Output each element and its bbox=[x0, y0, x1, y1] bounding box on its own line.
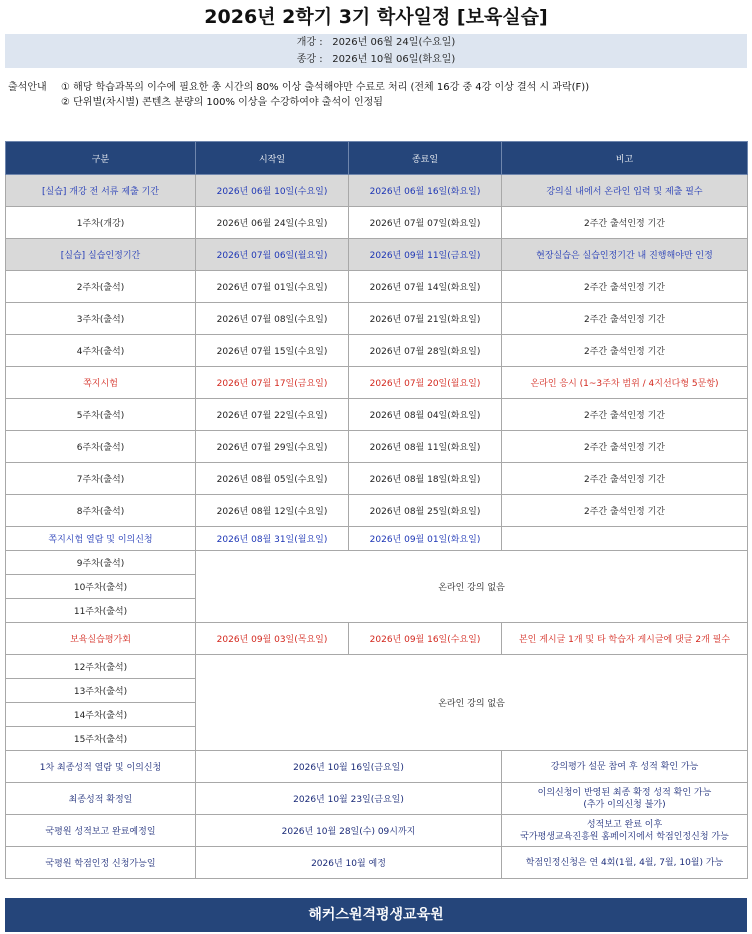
table-cell: 2026년 07월 01일(수요일) bbox=[196, 271, 349, 303]
table-cell bbox=[502, 783, 748, 815]
table-cell: 본인 게시글 1개 및 타 학습자 게시글에 댓글 2개 필수 bbox=[502, 623, 748, 655]
table-cell: 2026년 09월 03일(목요일) bbox=[196, 623, 349, 655]
table-row bbox=[6, 303, 748, 335]
table-cell: 1주차(개강) bbox=[6, 207, 196, 239]
table-cell: 2026년 07월 29일(수요일) bbox=[196, 431, 349, 463]
table-row bbox=[6, 367, 748, 399]
table-cell: 2주간 출석인정 기간 bbox=[502, 271, 748, 303]
table-cell: 2026년 08월 18일(화요일) bbox=[349, 463, 502, 495]
table-row bbox=[6, 495, 748, 527]
column-header: 구분 bbox=[6, 142, 196, 175]
table-cell: 2026년 09월 01일(화요일) bbox=[349, 527, 502, 551]
table-cell: 2주간 출석인정 기간 bbox=[502, 495, 748, 527]
table-cell: 2026년 07월 20일(월요일) bbox=[349, 367, 502, 399]
close-label: 종강 bbox=[296, 54, 317, 65]
footer-banner: 해커스원격평생교육원 bbox=[5, 898, 747, 932]
table-cell: 11주차(출석) bbox=[6, 599, 196, 623]
table-cell: 2026년 07월 15일(수요일) bbox=[196, 335, 349, 367]
table-cell: 2026년 08월 05일(수요일) bbox=[196, 463, 349, 495]
no-lecture-note: 온라인 강의 없음 bbox=[196, 551, 748, 623]
table-cell: 2026년 09월 16일(수요일) bbox=[349, 623, 502, 655]
table-cell: 2주간 출석인정 기간 bbox=[502, 335, 748, 367]
table-row bbox=[6, 815, 748, 847]
period-box bbox=[5, 34, 747, 68]
table-cell: 2주간 출석인정 기간 bbox=[502, 431, 748, 463]
table-cell: 온라인 응시 (1~3주차 범위 / 4지선다형 5문항) bbox=[502, 367, 748, 399]
table-cell: 10주차(출석) bbox=[6, 575, 196, 599]
table-cell: 국평원 성적보고 완료예정일 bbox=[6, 815, 196, 847]
table-header-row bbox=[6, 142, 748, 175]
table-cell: 14주차(출석) bbox=[6, 703, 196, 727]
column-header: 시작일 bbox=[196, 142, 349, 175]
table-cell: 2026년 07월 21일(화요일) bbox=[349, 303, 502, 335]
table-cell: 2026년 09월 11일(금요일) bbox=[349, 239, 502, 271]
column-header: 비고 bbox=[502, 142, 748, 175]
table-cell: 4주차(출석) bbox=[6, 335, 196, 367]
table-cell: 3주차(출석) bbox=[6, 303, 196, 335]
note-line: 성적보고 완료 이후 bbox=[586, 819, 663, 830]
table-cell: 2주간 출석인정 기간 bbox=[502, 399, 748, 431]
table-cell: 2026년 07월 14일(화요일) bbox=[349, 271, 502, 303]
column-header: 종료일 bbox=[349, 142, 502, 175]
table-cell: 2주간 출석인정 기간 bbox=[502, 207, 748, 239]
table-cell: 2026년 06월 16일(화요일) bbox=[349, 175, 502, 207]
table-cell: 7주차(출석) bbox=[6, 463, 196, 495]
table-row bbox=[6, 527, 748, 551]
table-cell: 2026년 08월 25일(화요일) bbox=[349, 495, 502, 527]
table-cell: 5주차(출석) bbox=[6, 399, 196, 431]
table-cell bbox=[502, 751, 748, 783]
table-cell: 1차 최종성적 열람 및 이의신청 bbox=[6, 751, 196, 783]
table-row bbox=[6, 463, 748, 495]
table-cell: 2026년 06월 24일(수요일) bbox=[196, 207, 349, 239]
table-cell bbox=[502, 527, 748, 551]
table-row bbox=[6, 847, 748, 879]
table-cell: 강의실 내에서 온라인 입력 및 제출 필수 bbox=[502, 175, 748, 207]
notice-item: ① 해당 학습과목의 이수에 필요한 총 시간의 80% 이상 출석해야만 수료로 처리 (전체 16강 중 4강 이상 결석 시 과락(F)) bbox=[61, 82, 590, 93]
open-value: 2026년 06월 24일(수요일) bbox=[332, 37, 456, 48]
table-row bbox=[6, 751, 748, 783]
notice-label: 출석안내 bbox=[8, 82, 47, 93]
schedule-table bbox=[5, 141, 748, 879]
close-date-row: 종강 : 2026년 10월 06일(화요일) bbox=[296, 54, 456, 65]
table-cell bbox=[502, 847, 748, 879]
note-line: 강의평가 설문 참여 후 성적 확인 가능 bbox=[550, 761, 699, 772]
no-lecture-note: 온라인 강의 없음 bbox=[196, 655, 748, 751]
table-cell: 2026년 08월 11일(화요일) bbox=[349, 431, 502, 463]
table-cell: 2026년 07월 22일(수요일) bbox=[196, 399, 349, 431]
table-row bbox=[6, 239, 748, 271]
notice-item: ② 단위별(차시별) 콘텐츠 분량의 100% 이상을 수강하여야 출석이 인정됨 bbox=[61, 97, 383, 108]
table-row bbox=[6, 271, 748, 303]
table-cell: 13주차(출석) bbox=[6, 679, 196, 703]
table-cell: 보육실습평가회 bbox=[6, 623, 196, 655]
table-row bbox=[6, 783, 748, 815]
table-cell: 9주차(출석) bbox=[6, 551, 196, 575]
table-cell: 12주차(출석) bbox=[6, 655, 196, 679]
table-cell: 2주간 출석인정 기간 bbox=[502, 303, 748, 335]
table-cell: 2026년 10월 28일(수) 09시까지 bbox=[196, 815, 502, 847]
table-cell: 2026년 08월 12일(수요일) bbox=[196, 495, 349, 527]
table-row bbox=[6, 431, 748, 463]
table-cell: 2026년 10월 16일(금요일) bbox=[196, 751, 502, 783]
open-label: 개강 bbox=[296, 37, 317, 48]
close-value: 2026년 10월 06일(화요일) bbox=[332, 54, 456, 65]
table-cell: 쪽지시험 열람 및 이의신청 bbox=[6, 527, 196, 551]
table-cell: 2026년 07월 07일(화요일) bbox=[349, 207, 502, 239]
table-cell: 2026년 08월 04일(화요일) bbox=[349, 399, 502, 431]
table-cell: 쪽지시험 bbox=[6, 367, 196, 399]
table-row bbox=[6, 207, 748, 239]
table-cell: 2주간 출석인정 기간 bbox=[502, 463, 748, 495]
table-cell: 2026년 08월 31일(월요일) bbox=[196, 527, 349, 551]
table-cell: 국평원 학점인정 신청가능일 bbox=[6, 847, 196, 879]
table-row bbox=[6, 551, 748, 575]
table-cell: 2026년 07월 06일(월요일) bbox=[196, 239, 349, 271]
table-cell: 2026년 07월 28일(화요일) bbox=[349, 335, 502, 367]
table-cell: 2026년 10월 예정 bbox=[196, 847, 502, 879]
table-cell: 8주차(출석) bbox=[6, 495, 196, 527]
note-line: 학점인정신청은 연 4회(1월, 4월, 7월, 10월) 가능 bbox=[525, 857, 724, 868]
note-line: 이의신청이 반영된 최종 확정 성적 확인 가능 bbox=[537, 787, 712, 798]
table-cell: 최종성적 확정일 bbox=[6, 783, 196, 815]
table-cell: 6주차(출석) bbox=[6, 431, 196, 463]
table-row bbox=[6, 175, 748, 207]
table-row bbox=[6, 399, 748, 431]
table-cell: 2026년 07월 17일(금요일) bbox=[196, 367, 349, 399]
table-cell: [실습] 개강 전 서류 제출 기간 bbox=[6, 175, 196, 207]
table-row bbox=[6, 335, 748, 367]
table-cell: [실습] 실습인정기간 bbox=[6, 239, 196, 271]
table-cell: 현장실습은 실습인정기간 내 진행해야만 인정 bbox=[502, 239, 748, 271]
note-line: (추가 이의신청 불가) bbox=[583, 799, 666, 810]
table-cell: 2026년 10월 23일(금요일) bbox=[196, 783, 502, 815]
table-row bbox=[6, 623, 748, 655]
table-cell bbox=[502, 815, 748, 847]
table-cell: 2주차(출석) bbox=[6, 271, 196, 303]
table-row bbox=[6, 655, 748, 679]
table-cell: 2026년 07월 08일(수요일) bbox=[196, 303, 349, 335]
table-cell: 15주차(출석) bbox=[6, 727, 196, 751]
page-title: 2026년 2학기 3기 학사일정 [보육실습] bbox=[204, 6, 548, 28]
note-line: 국가평생교육진흥원 홈페이지에서 학점인정신청 가능 bbox=[520, 831, 729, 842]
table-cell: 2026년 06월 10일(수요일) bbox=[196, 175, 349, 207]
open-date-row: 개강 : 2026년 06월 24일(수요일) bbox=[296, 37, 456, 48]
